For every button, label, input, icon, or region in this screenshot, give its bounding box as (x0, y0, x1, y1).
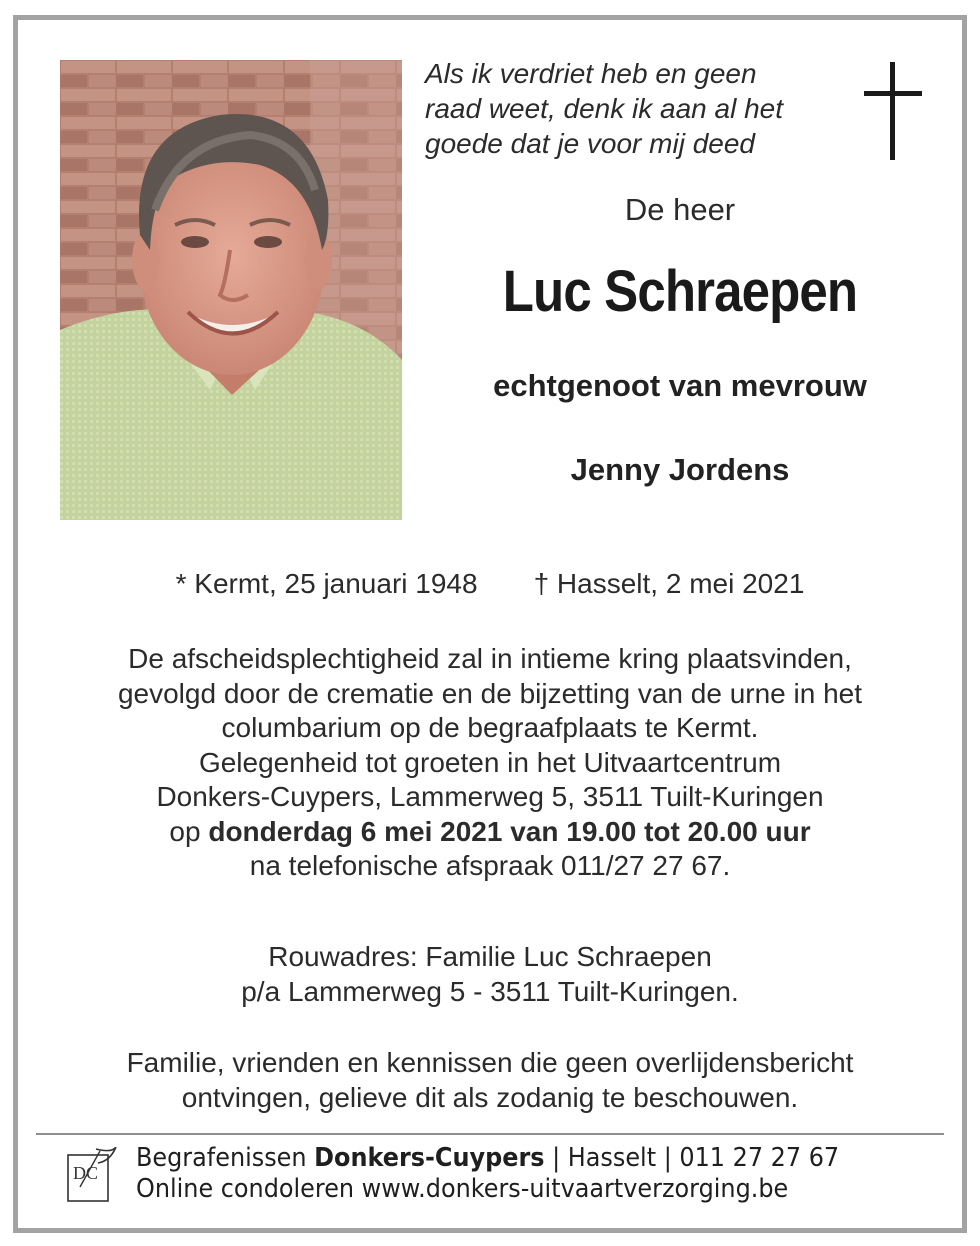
ceremony-line: Gelegenheid tot groeten in het Uitvaartcentrum (198, 746, 782, 778)
visitation-line (30, 815, 950, 850)
birth-date: * Kermt, 25 januari 1948 (175, 568, 478, 599)
spouse-name: Jenny Jordens (570, 452, 790, 487)
cross-icon (864, 62, 922, 160)
ceremony-line: columbarium op de begraafplaats te Kermt. (221, 712, 759, 743)
funeral-home-line (136, 1143, 839, 1174)
deceased-name: Luc Schraepen (502, 259, 858, 324)
funeral-home-phone: 011 27 27 67 (679, 1143, 840, 1173)
death-date: † Hasselt, 2 mei 2021 (533, 568, 805, 599)
ceremony-details (30, 642, 950, 884)
footer-separator: | (656, 1143, 680, 1173)
online-condolence-link[interactable]: Online condoleren www.donkers-uitvaartverzorging.be (136, 1174, 789, 1204)
quote-line: goede dat je voor mij deed (425, 128, 755, 159)
notice-line: Familie, vrienden en kennissen die geen overlijdensbericht (126, 1047, 854, 1078)
ceremony-line: gevolgd door de crematie en de bijzetting van de urne in het (117, 677, 863, 709)
address-line: p/a Lammerweg 5 - 3511 Tuilt-Kuringen. (241, 975, 739, 1007)
notice-text (30, 1046, 950, 1115)
visitation-prefix: op (169, 815, 209, 847)
ceremony-line: De afscheidsplechtigheid zal in intieme kring plaatsvinden, (128, 643, 852, 674)
memorial-quote (425, 56, 855, 161)
svg-text:DC: DC (73, 1163, 99, 1183)
appointment-line: na telefonische afspraak 011/27 27 67. (249, 850, 731, 881)
ceremony-line: Donkers-Cuypers, Lammerweg 5, 3511 Tuilt-Kuringen (156, 781, 824, 812)
honorific: De heer (624, 192, 736, 227)
notice-line: ontvingen, gelieve dit als zodanig te beschouwen. (181, 1081, 799, 1113)
quote-line: Als ik verdriet heb en geen (425, 58, 757, 89)
donkers-cuypers-logo (66, 1147, 118, 1203)
mourning-address (30, 940, 950, 1009)
life-dates (0, 568, 980, 600)
funeral-home-city: Hasselt (567, 1143, 657, 1173)
footer-separator: | (544, 1143, 568, 1173)
funeral-home-name: Donkers-Cuypers (314, 1143, 545, 1173)
funeral-home-info (136, 1143, 839, 1205)
spouse-label: echtgenoot van mevrouw (493, 368, 867, 403)
quote-line: raad weet, denk ik aan al het (425, 93, 784, 124)
address-line: Rouwadres: Familie Luc Schraepen (268, 941, 712, 972)
visitation-datetime: donderdag 6 mei 2021 van 19.00 tot 20.00 uur (208, 815, 811, 847)
portrait-photo (60, 60, 402, 520)
footer-prefix: Begrafenissen (136, 1143, 315, 1173)
footer-divider (36, 1133, 944, 1135)
